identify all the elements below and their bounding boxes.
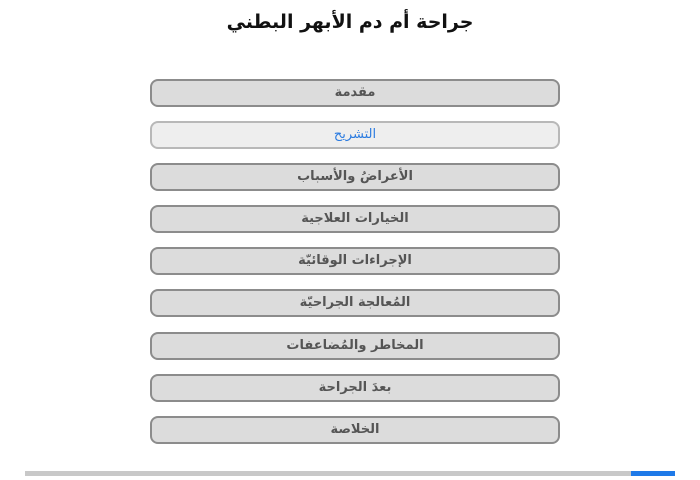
menu-item-treatment-options[interactable]: الخيارات العلاجية: [150, 205, 560, 233]
menu-item-introduction[interactable]: مقدمة: [150, 79, 560, 107]
menu-item-anatomy[interactable]: التشريح: [150, 121, 560, 149]
menu-item-after-surgery[interactable]: بعدَ الجراحة: [150, 374, 560, 402]
progress-bar: [25, 471, 675, 476]
menu-item-summary[interactable]: الخلاصة: [150, 416, 560, 444]
menu-item-risks-complications[interactable]: المخاطر والمُضاعفات: [150, 332, 560, 360]
chapter-menu: [150, 79, 560, 458]
menu-item-symptoms-causes[interactable]: الأعراضُ والأسباب: [150, 163, 560, 191]
menu-item-surgical-treatment[interactable]: المُعالجة الجراحيّة: [150, 289, 560, 317]
page-title: جراحة أم دم الأبهر البطني: [226, 11, 474, 33]
menu-item-preventive-measures[interactable]: الإجراءات الوقائيّة: [150, 247, 560, 275]
progress-bar-fill: [631, 471, 675, 476]
